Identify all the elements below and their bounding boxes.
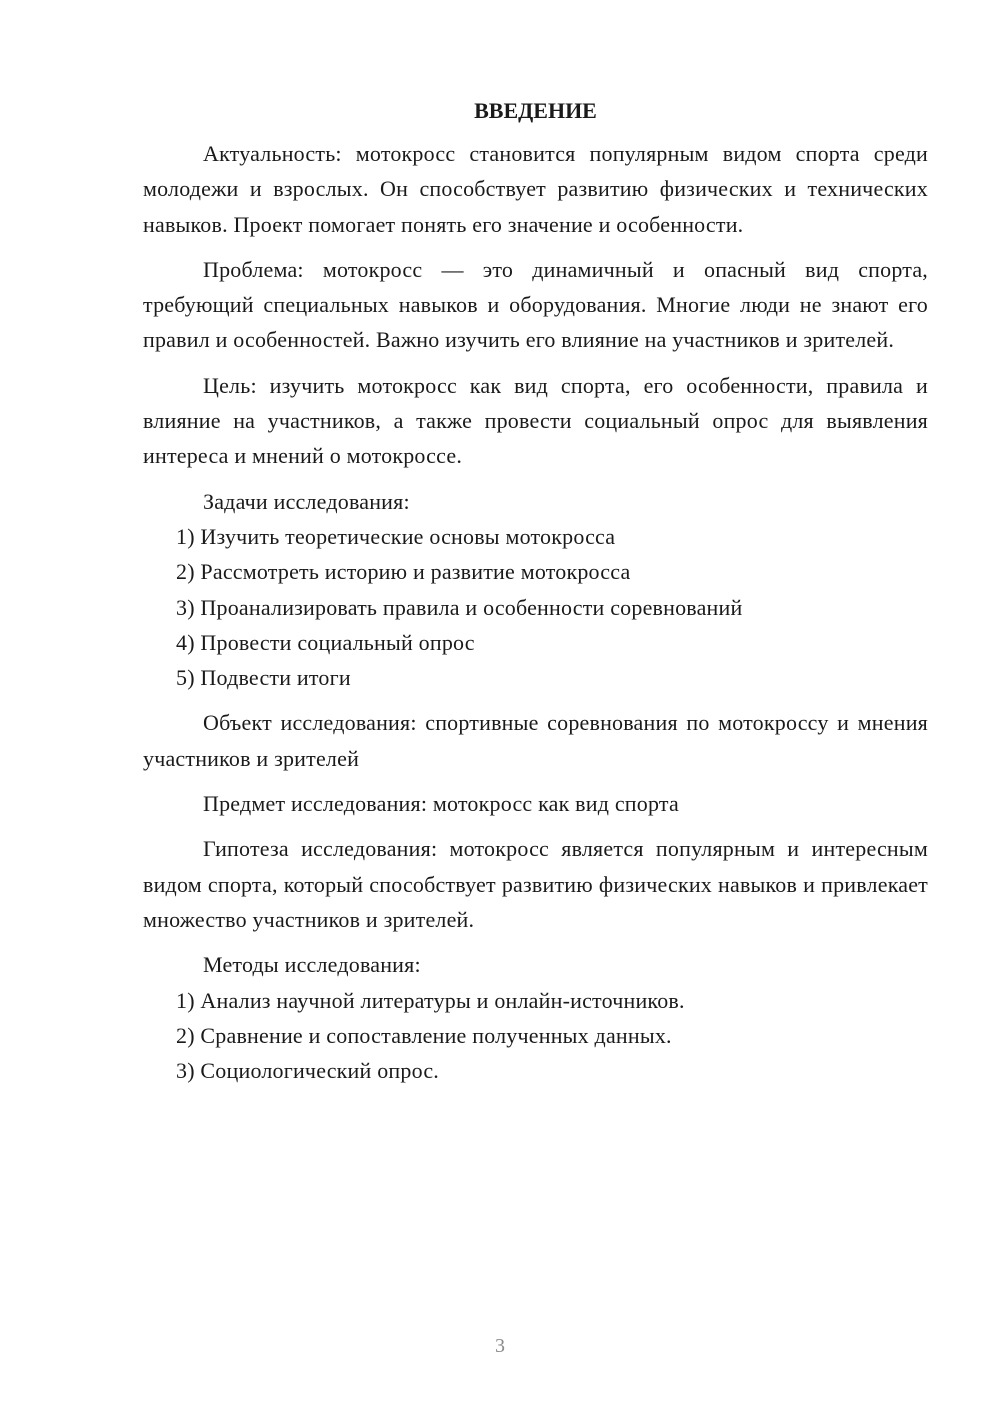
subject-paragraph: Предмет исследования: мотокросс как вид спорта xyxy=(203,791,679,817)
hypothesis-paragraph: Гипотеза исследования: мотокросс является популярным и интересным видом спорта, который способствует развитию физических навыков и привлекает множество участников и зрителей. xyxy=(143,836,928,932)
goal-paragraph: Цель: изучить мотокросс как вид спорта, его особенности, правила и влияние на участников, а также провести социальный опрос для выявления интереса и мнений о мотокроссе. xyxy=(143,372,928,469)
task-item-5: 5) Подвести итоги xyxy=(176,665,351,691)
method-item-3: 3) Социологический опрос. xyxy=(176,1058,439,1084)
methods-label: Методы исследования: xyxy=(203,952,421,978)
task-item-1: 1) Изучить теоретические основы мотокросса xyxy=(176,523,616,549)
object-paragraph: Объект исследования: спортивные соревнования по мотокроссу и мнения участников и зрителей xyxy=(143,710,928,771)
section-title: ВВЕДЕНИЕ xyxy=(474,98,597,123)
task-item-4: 4) Провести социальный опрос xyxy=(176,629,475,655)
method-item-2: 2) Сравнение и сопоставление полученных данных. xyxy=(176,1022,672,1048)
relevance-paragraph: Актуальность: мотокросс становится популярным видом спорта среди молодежи и взрослых. Он способствует развитию физических и технических навыков. Проект помогает понять его значение и особенности. xyxy=(143,141,928,237)
page-content xyxy=(143,96,928,1088)
tasks-label: Задачи исследования: xyxy=(203,488,410,514)
tasks-list xyxy=(143,519,928,695)
page-number: 3 xyxy=(495,1335,505,1357)
method-item-1: 1) Анализ научной литературы и онлайн-источников. xyxy=(176,987,685,1013)
task-item-2: 2) Рассмотреть историю и развитие мотокросса xyxy=(176,559,631,585)
task-item-3: 3) Проанализировать правила и особенности соревнований xyxy=(176,594,743,620)
problem-paragraph: Проблема: мотокросс — это динамичный и опасный вид спорта, требующий специальных навыков и оборудования. Многие люди не знают его правил и особенностей. Важно изучить его влияние на участников и зрителей. xyxy=(143,256,928,353)
methods-list xyxy=(143,983,928,1089)
